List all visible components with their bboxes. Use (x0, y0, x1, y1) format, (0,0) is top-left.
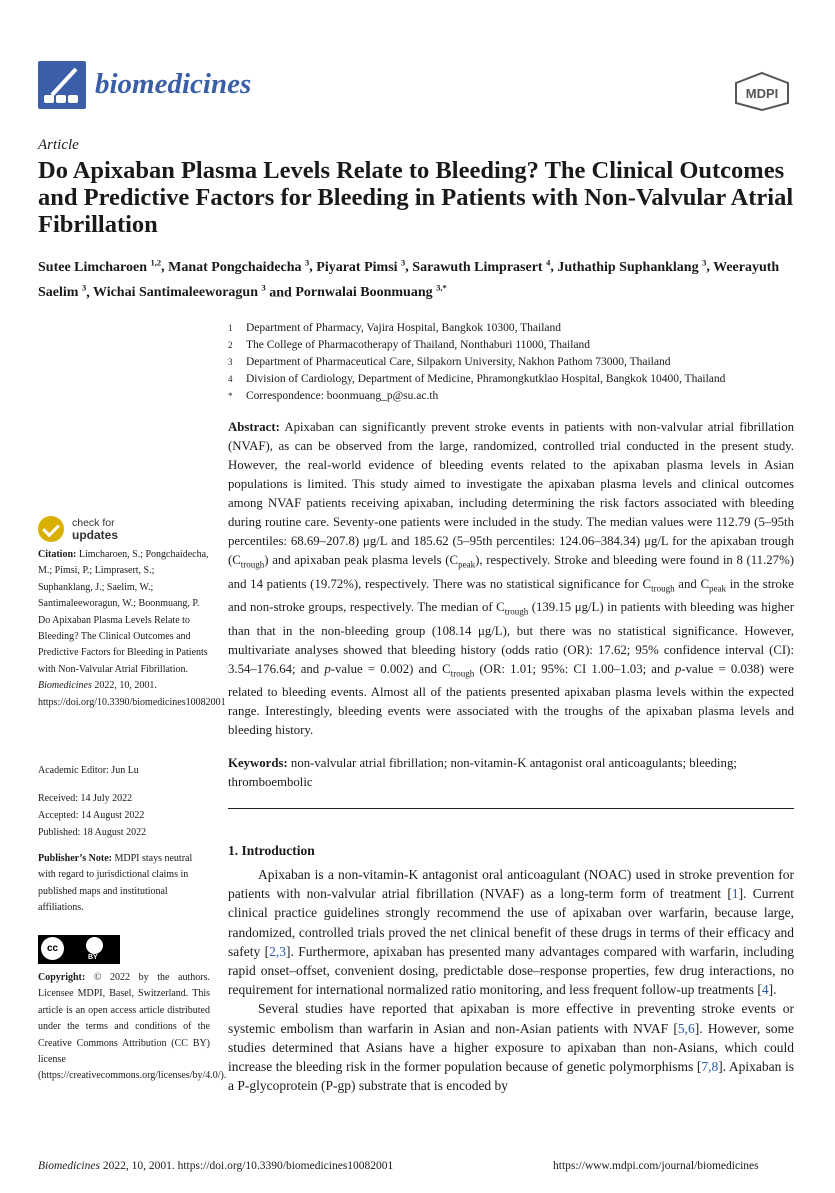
introduction-text: Apixaban is a non-vitamin-K antagonist oral anticoagulant (NOAC) used in stroke prevention for patients with non-valvular atrial fibrillation (NVAF) as a long-term form of treatment [1]. Current clinical practice guidelines strongly recommend the use of apixaban over warfarin, because large, randomized, controlled trials proved the net clinical benefit of these drugs in terms of their efficacy and safety [2,3]. Furthermore, apixaban has presented many advantages compared with warfarin, including rapid onset–offset, convenient dosing, predictable dose–response properties, few drug interactions, no requirement for international normalized ratio monitoring, and less frequent follow-up treatments [4]. Several studies have reported that apixaban is more effective in preventing stroke events or systemic embolism than warfarin in Asian and non-Asian patients with NVAF [5,6]. However, some studies determined that Asians have a higher exposure to apixaban than non-Asians, which could increase the bleeding risk in the former population because of genetic polymorphisms [7,8]. Apixaban is a P-glycoprotein (P-gp) substrate that is encoded by (228, 867, 794, 1094)
keywords-text: non-valvular atrial fibrillation; non-vitamin-K antagonist oral anticoagulants; bleeding; thromboembolic (228, 756, 737, 789)
check-for-updates-button[interactable]: check for updates (38, 516, 188, 550)
abstract-label: Abstract: (228, 420, 280, 434)
academic-editor: Academic Editor: Jun Lu (38, 765, 139, 776)
section-heading-introduction: 1. Introduction (228, 843, 315, 858)
section-divider (228, 808, 794, 809)
journal-name[interactable]: biomedicines (95, 68, 252, 100)
footer-journal-url[interactable]: https://www.mdpi.com/journal/biomedicines (553, 1160, 759, 1172)
citation: Citation: Limcharoen, S.; Pongchaidecha, M.; Pimsi, P.; Limprasert, S.; Suphanklang, J.; Saelim, W.; Santimaleeworagun, W.; Boonmuang, P. Do Apixaban Plasma Levels Relate to Bleeding? The Clinical Outcomes and Predictive Factors for Bleeding in Patients with Non-Valvular Atrial Fibrillation. Biomedicines 2022, 10, 2001. https://doi.org/10.3390/biomedicines10082001 (38, 549, 226, 708)
ref-link[interactable]: 4 (761, 982, 769, 998)
affiliation-item: 3 Department of Pharmaceutical Care, Silpakorn University, Nakhon Pathom 73000, Thailand (228, 356, 671, 368)
article-type: Article (38, 137, 79, 153)
ref-link[interactable]: 5,6 (677, 1020, 695, 1036)
affiliation-item: * Correspondence: boonmuang_p@su.ac.th (228, 390, 439, 402)
affiliations (228, 320, 808, 405)
author-name: Sutee Limcharoen $^{1,2}$ (38, 257, 162, 275)
author-name: Piyarat Pimsi $^3$ (316, 257, 406, 275)
author-name: Wichai Santimaleeworagun $^3$ (92, 282, 266, 301)
ref-link[interactable]: 7,8 (701, 1059, 719, 1075)
ref-link[interactable]: 2,3 (269, 943, 286, 959)
author-name: Juthathip Suphanklang $^3$ (557, 257, 707, 275)
author-name: Weerayuth Saelim $^3$ (38, 259, 780, 301)
cc-by-license-icon[interactable]: cc BY (38, 935, 120, 964)
keywords (228, 754, 794, 792)
affiliation-item: 2 The College of Pharmacotherapy of Thailand, Nonthaburi 11000, Thailand (228, 339, 591, 351)
article-title: Do Apixaban Plasma Levels Relate to Bleeding? The Clinical Outcomes and Predictive Factors for Bleeding in Patients with Non-Valvular Atrial Fibrillation (38, 157, 794, 238)
affiliation-item: 1 Department of Pharmacy, Vajira Hospital, Bangkok 10300, Thailand (228, 322, 562, 334)
author-name: Pornwalai Boonmuang $^{3,*}$ (295, 282, 447, 301)
affiliation-item: 4 Division of Cardiology, Department of Medicine, Phramongkutklao Hospital, Bangkok 10400, Thailand (228, 373, 726, 385)
published-date: Published: 18 August 2022 (38, 827, 147, 838)
keywords-label: Keywords: (228, 756, 288, 770)
abstract: Abstract: Apixaban can significantly prevent stroke events in patients with non-valvular atrial fibrillation (NVAF), as can be observed from the large, randomized, controlled trial conducted in the present study. However, the real-world evidence of bleeding events related to the apixaban plasma levels in Asian populations is limited. This study aimed to investigate the apixaban plasma levels and clinical outcomes among NVAF patients receiving apixaban, including determining the risk factors associated with bleeding during routine care. Seventy-one patients were included in the study. The median values were 112.79 (5–95th percentiles: 68.69–207.8) μg/L and 185.62 (5–95th percentiles: 124.06–384.34) μg/L for the apixaban trough $(C_{trough})$ and apixaban peak plasma levels $(C_{peak})$, respectively. Stroke and bleeding were found in 8 (11.27%) and 14 patients (19.72%), respectively. There was no statistical significance for $C_{trough}$ and $C_{peak}$ in the stroke and non-stroke groups, respectively. The median of $C_{trough}$ (139.15 μg/L) in patients with bleeding was higher than that in the non-bleeding group (108.14 μg/L), but there was no statistical significance. However, multivariate analyses showed that bleeding history (odds ratio (OR): 17.62; 95% confidence interval (CI): 3.54–176.64; and p-value = 0.002) and $C_{trough}$ (OR: 1.01; 95%: CI 1.00–1.03; and p-value = 0.038) were related to bleeding events. Almost all of the patients presented apixaban plasma levels within the expected range. Interestingly, bleeding events were associated with the troughs of the apixaban plasma levels and bleeding history. (228, 420, 794, 738)
copyright: Copyright: © 2022 by the authors. Licensee MDPI, Basel, Switzerland. This article is an open access article distributed under the terms and conditions of the Creative Commons Attribution (CC BY) license (https://creativecommons.org/licenses/by/4.0/). (38, 972, 227, 1082)
mdpi-logo-icon[interactable] (733, 71, 791, 111)
received-date: Received: 14 July 2022 (38, 793, 133, 804)
author-list: Sutee Limcharoen $^{1,2}$, Manat Pongchaidecha $^3$, Piyarat Pimsi $^3$, Sarawuth Limprasert $^4$, Juthathip Suphanklang $^3$, Weerayuth Saelim $^3$, Wichai Santimaleeworagun $^3$ and Pornwalai Boonmuang $^{3,*}$ (38, 257, 780, 301)
journal-logo-icon (38, 61, 86, 109)
author-name: Sarawuth Limprasert $^4$ (412, 257, 551, 275)
checkmark-icon (38, 516, 64, 542)
publisher-note: Publisher’s Note: MDPI stays neutral with regard to jurisdictional claims in published maps and institutional affiliations. (38, 853, 193, 914)
mdpi-logo-text: MDPI (745, 86, 779, 101)
footer-citation: Biomedicines 2022, 10, 2001. https://doi.org/10.3390/biomedicines10082001 (38, 1160, 394, 1172)
ref-link[interactable]: 1 (731, 886, 739, 902)
author-name: Manat Pongchaidecha $^3$ (168, 257, 310, 275)
accepted-date: Accepted: 14 August 2022 (38, 810, 145, 821)
